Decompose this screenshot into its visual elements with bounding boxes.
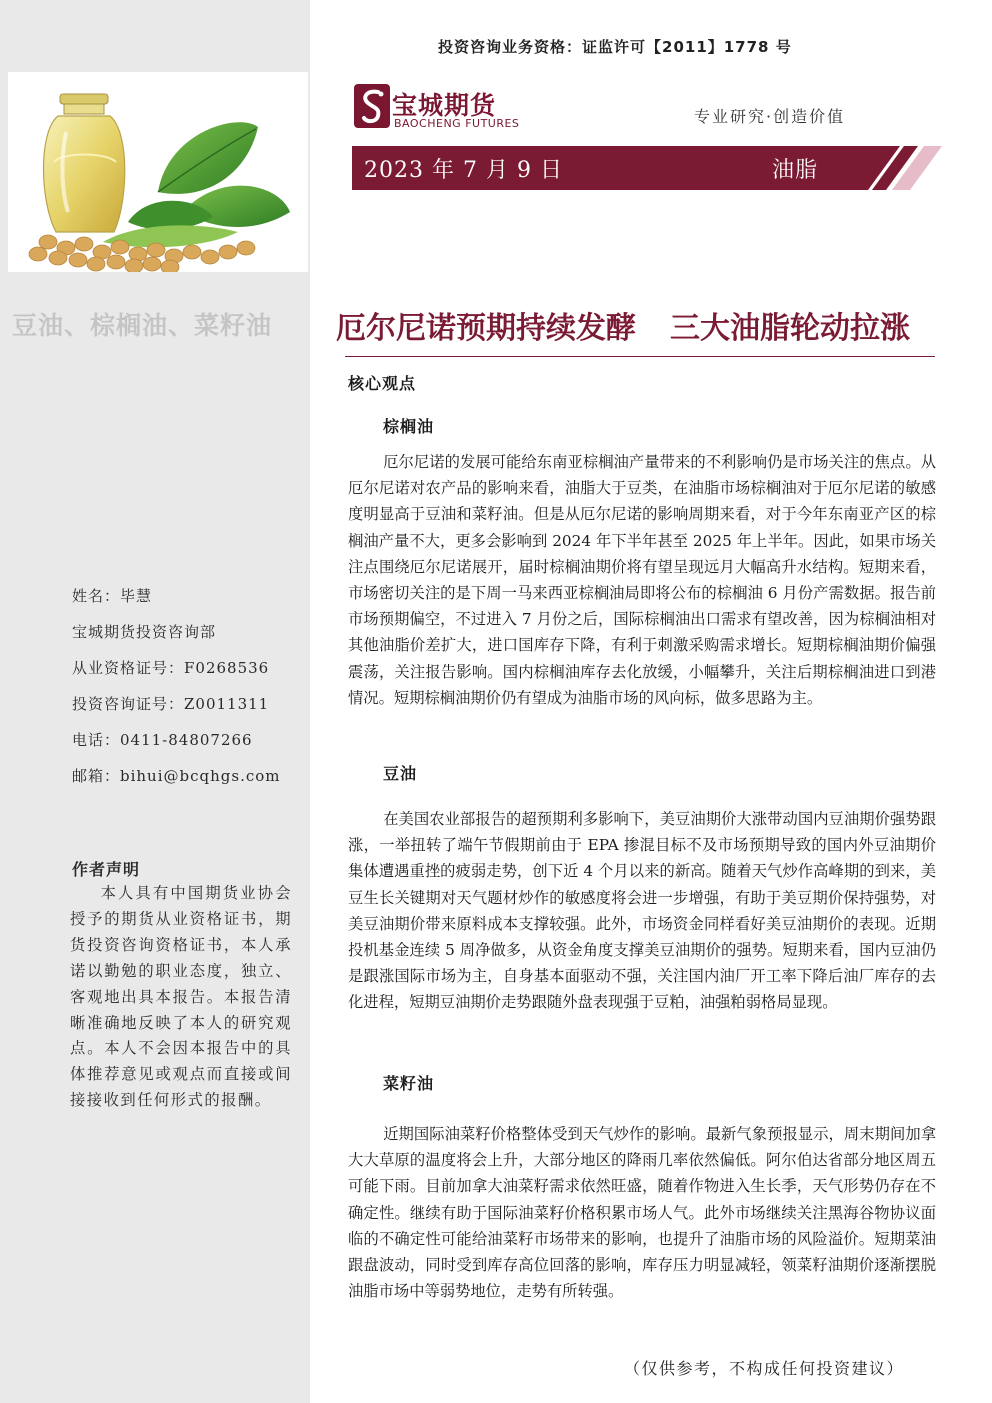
headline-part-1: 厄尔尼诺预期持续发酵 [336,311,636,346]
analyst-department: 宝城期货投资咨询部 [72,623,217,641]
oil-jar-illustration [8,72,308,272]
section-heading-palm-oil: 棕榈油 [383,417,435,436]
license-text: 投资咨询业务资格：证监许可【2011】1778 号 [438,38,792,56]
analyst-contact [72,586,281,802]
section-body-rapeseed-oil: 近期国际油菜籽价格整体受到天气炒作的影响。最新气象预报显示，周末期间加拿大大草原的温度将会上升，大部分地区的降雨几率依然偏低。阿尔伯达省部分地区周五可能下雨。目前加拿大油菜籽需求依然旺盛，随着作物进入生长季，天气形势仍存在不确定性。继续有助于国际油菜籽价格积累市场人气。此外市场继续关注黑海谷物协议面临的不确定性可能给油菜籽市场带来的影响，也提升了油脂市场的风险溢价。短期菜油跟盘波动，同时受到库存高位回落的影响，库存压力明显减轻，领菜籽油期价逐渐摆脱油脂市场中等弱势地位，走势有所转强。 [348,1125,936,1301]
headline-part-2: 三大油脂轮动拉涨 [670,311,910,346]
oil-soybean-photo [8,72,308,272]
sidebar [0,0,310,1403]
section-heading-rapeseed-oil: 菜籽油 [383,1074,435,1093]
report-date: 2023 年 7 月 9 日 [364,158,563,183]
phone-number: 电话：0411-84807266 [72,731,253,749]
analyst-name: 姓名：毕慧 [72,587,153,605]
email-address[interactable]: 邮箱：bihui@bcqhgs.com [72,767,281,785]
declaration-title: 作者声明 [72,860,141,879]
company-logo [354,84,524,132]
section-heading-soybean-oil: 豆油 [383,764,418,783]
consulting-number: 投资咨询证号：Z0011311 [72,695,270,713]
disclaimer: （仅供参考，不构成任何投资建议） [624,1359,905,1378]
headline [336,303,910,347]
logo-english-name: BAOCHENG FUTURES [394,117,520,130]
headline-divider [345,356,935,357]
declaration-body: 本人具有中国期货业协会授予的期货从业资格证书，期货投资咨询资格证书，本人承诺以勤勉的职业态度，独立、客观地出具本报告。本报告清晰准确地反映了本人的研究观点。本人不会因本报告中的具体推荐意见或观点而直接或间接接收到任何形式的报酬。 [70,884,292,1110]
logo-chinese-name: 宝城期货 [392,91,497,120]
sidebar-title: 豆油、棕榈油、菜籽油 [12,311,273,340]
baocheng-logo-icon [354,84,390,128]
section-body-soybean-oil: 在美国农业部报告的超预期利多影响下，美豆油期价大涨带动国内豆油期价强势跟涨，一举扭转了端午节假期前由于 EPA 掺混目标不及市场预期导致的国内外豆油期价集体遭遇重挫的疲弱走势，创下近 4 个月以来的新高。随着天气炒作高峰期的到来，美豆生长关键期对天气题材炒作的敏感度将会进一步增强，有助于美豆期价保持强势，对美豆油期价带来原料成本支撑较强。此外，市场资金同样看好美豆油期价的表现。近期投机基金连续 5 周净做多，从资金角度支撑美豆油期价的强势。短期来看，国内豆油仍是跟涨国际市场为主，自身基本面驱动不强，关注国内油厂开工率下降后油厂库存的去化进程，短期豆油期价走势跟随外盘表现强于豆粕，油强粕弱格局显现。 [348,810,936,1012]
core-viewpoint-label: 核心观点 [348,374,417,393]
section-body-palm-oil: 厄尔尼诺的发展可能给东南亚棕榈油产量带来的不利影响仍是市场关注的焦点。从厄尔尼诺对农产品的影响来看，油脂大于豆类，在油脂市场棕榈油对于厄尔尼诺的敏感度明显高于豆油和菜籽油。但是从厄尔尼诺的影响周期来看，对于今年东南亚产区的棕榈油产量不大，更多会影响到 2024 年下半年甚至 2025 年上半年。因此，如果市场关注点围绕厄尔尼诺展开，届时棕榈油期价将有望呈现远月大幅高升水结构。短期来看，市场密切关注的是下周一马来西亚棕榈油局即将公布的棕榈油 6 月份产需数据。报告前市场预期偏空，不过进入 7 月份之后，国际棕榈油出口需求有望改善，因为棕榈油相对其他油脂价差扩大，进口国库存下降，有利于刺激采购需求增长。短期棕榈油期价偏强震荡，关注报告影响。国内棕榈油库存去化放缓，小幅攀升，关注后期棕榈油进口到港情况。短期棕榈油期价仍有望成为油脂市场的风向标，做多思路为主。 [348,453,936,707]
qualification-number: 从业资格证号：F0268536 [72,659,270,677]
tagline: 专业研究·创造价值 [694,107,846,126]
report-category: 油脂 [772,158,819,183]
